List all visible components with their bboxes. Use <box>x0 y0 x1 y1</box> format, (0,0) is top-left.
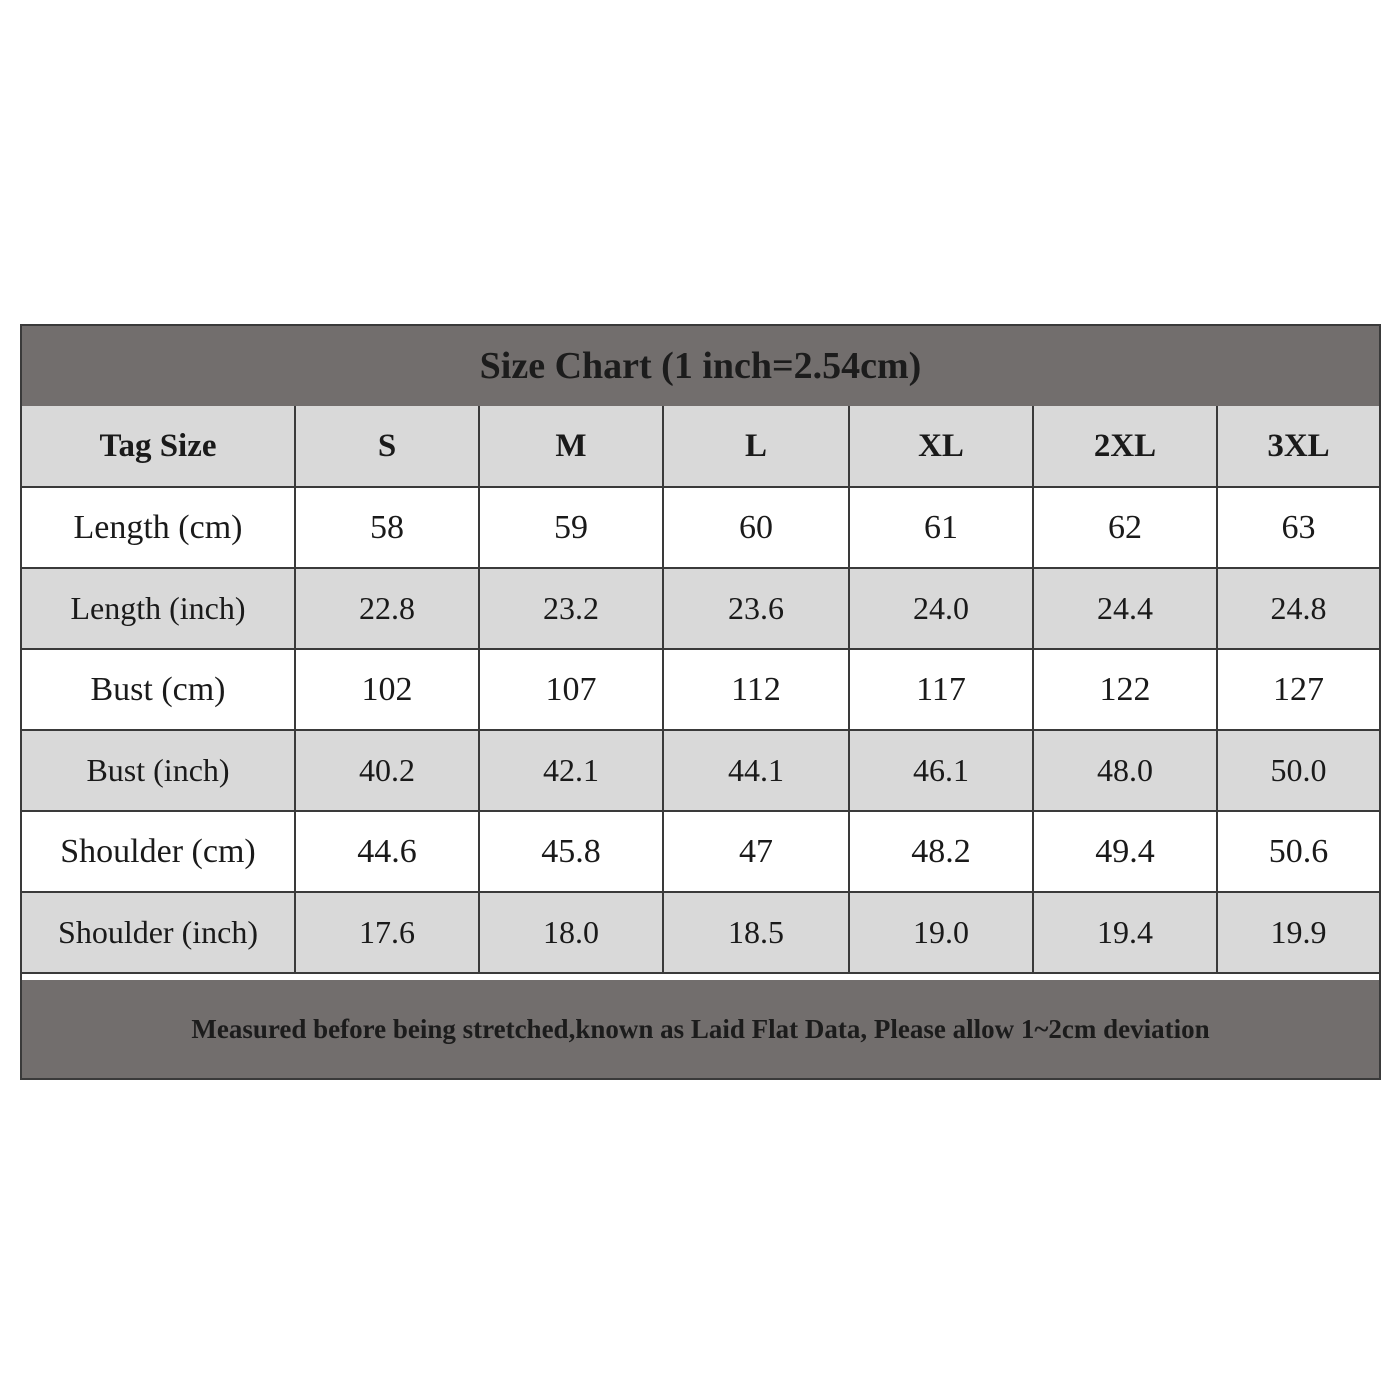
header-cell: S <box>295 406 479 487</box>
table-row <box>22 487 1379 568</box>
table-cell: 59 <box>479 487 663 568</box>
table-cell: 24.4 <box>1033 568 1217 649</box>
table-cell: 50.0 <box>1217 730 1379 811</box>
table-cell: 23.2 <box>479 568 663 649</box>
table-cell: 122 <box>1033 649 1217 730</box>
table-cell: 18.5 <box>663 892 849 973</box>
table-cell: 42.1 <box>479 730 663 811</box>
table-cell: 50.6 <box>1217 811 1379 892</box>
chart-title: Size Chart (1 inch=2.54cm) <box>22 326 1379 406</box>
table-cell: 47 <box>663 811 849 892</box>
header-row <box>22 406 1379 487</box>
table-cell: 23.6 <box>663 568 849 649</box>
header-cell: 3XL <box>1217 406 1379 487</box>
table-cell: 45.8 <box>479 811 663 892</box>
table-cell: 107 <box>479 649 663 730</box>
row-label: Length (cm) <box>22 487 295 568</box>
table-cell: 24.0 <box>849 568 1033 649</box>
row-label: Bust (inch) <box>22 730 295 811</box>
table-row <box>22 892 1379 973</box>
row-label: Length (inch) <box>22 568 295 649</box>
header-cell: XL <box>849 406 1033 487</box>
size-table <box>22 406 1379 974</box>
table-cell: 24.8 <box>1217 568 1379 649</box>
table-cell: 19.4 <box>1033 892 1217 973</box>
table-row <box>22 730 1379 811</box>
measurement-note: Measured before being stretched,known as Laid Flat Data, Please allow 1~2cm deviation <box>22 980 1379 1078</box>
table-cell: 48.2 <box>849 811 1033 892</box>
table-row <box>22 649 1379 730</box>
table-cell: 17.6 <box>295 892 479 973</box>
table-cell: 44.1 <box>663 730 849 811</box>
table-cell: 127 <box>1217 649 1379 730</box>
table-cell: 44.6 <box>295 811 479 892</box>
row-label: Bust (cm) <box>22 649 295 730</box>
table-cell: 112 <box>663 649 849 730</box>
table-cell: 60 <box>663 487 849 568</box>
table-row <box>22 568 1379 649</box>
table-cell: 117 <box>849 649 1033 730</box>
table-cell: 58 <box>295 487 479 568</box>
table-cell: 49.4 <box>1033 811 1217 892</box>
table-cell: 40.2 <box>295 730 479 811</box>
header-cell: M <box>479 406 663 487</box>
table-cell: 19.0 <box>849 892 1033 973</box>
header-cell: Tag Size <box>22 406 295 487</box>
table-cell: 19.9 <box>1217 892 1379 973</box>
table-cell: 48.0 <box>1033 730 1217 811</box>
header-cell: L <box>663 406 849 487</box>
row-label: Shoulder (inch) <box>22 892 295 973</box>
size-chart <box>20 324 1381 1080</box>
table-row <box>22 811 1379 892</box>
table-cell: 18.0 <box>479 892 663 973</box>
table-cell: 22.8 <box>295 568 479 649</box>
table-cell: 62 <box>1033 487 1217 568</box>
table-cell: 102 <box>295 649 479 730</box>
table-cell: 63 <box>1217 487 1379 568</box>
table-cell: 61 <box>849 487 1033 568</box>
header-cell: 2XL <box>1033 406 1217 487</box>
row-label: Shoulder (cm) <box>22 811 295 892</box>
table-cell: 46.1 <box>849 730 1033 811</box>
